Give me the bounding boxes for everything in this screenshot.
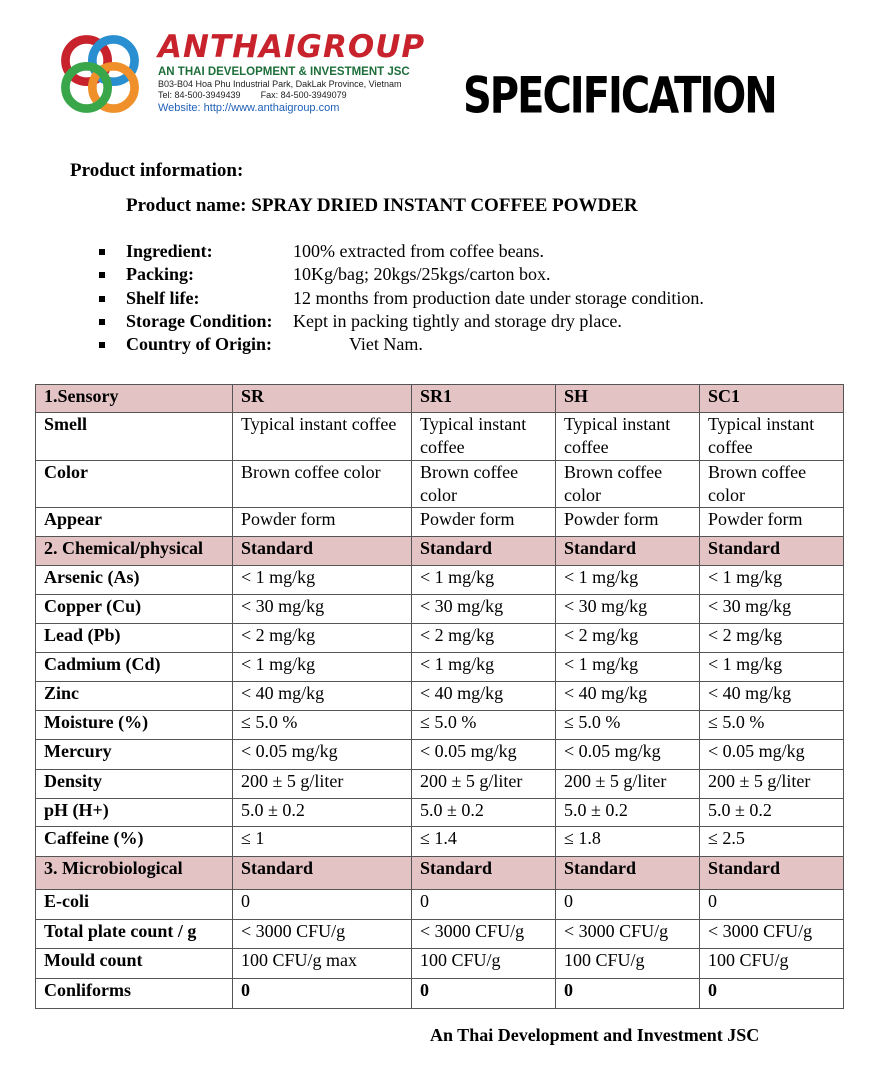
table-cell: < 40 mg/kg <box>412 682 556 711</box>
table-cell: 0 <box>700 890 844 920</box>
table-cell: Standard <box>412 857 556 890</box>
table-cell: < 30 mg/kg <box>700 595 844 624</box>
info-label: Country of Origin: <box>126 334 272 355</box>
table-cell: < 0.05 mg/kg <box>700 740 844 770</box>
table-row <box>36 827 844 857</box>
bullet-icon <box>99 342 105 348</box>
table-row <box>36 979 844 1009</box>
table-cell: ≤ 5.0 % <box>700 711 844 740</box>
table-cell: < 1 mg/kg <box>233 566 412 595</box>
info-value: 12 months from production date under storage condition. <box>293 287 704 308</box>
info-value: Kept in packing tightly and storage dry place. <box>293 310 622 331</box>
table-cell: ≤ 2.5 <box>700 827 844 857</box>
logo-ring-green <box>65 66 107 108</box>
table-cell: Typical instant coffee <box>700 413 844 461</box>
table-cell: < 0.05 mg/kg <box>412 740 556 770</box>
table-row <box>36 711 844 740</box>
table-cell: < 3000 CFU/g <box>556 920 700 949</box>
company-contact <box>158 90 398 101</box>
table-cell: Standard <box>233 537 412 566</box>
table-cell: Moisture (%) <box>36 711 233 740</box>
table-cell: Conliforms <box>36 979 233 1009</box>
company-full-name: AN THAI DEVELOPMENT & INVESTMENT JSC <box>158 66 410 78</box>
table-cell: < 1 mg/kg <box>233 653 412 682</box>
table-cell: Typical instant coffee <box>412 413 556 461</box>
table-cell: < 40 mg/kg <box>556 682 700 711</box>
table-cell: 0 <box>412 979 556 1009</box>
bullet-icon <box>99 296 105 302</box>
table-row <box>36 920 844 949</box>
table-cell: ≤ 1.4 <box>412 827 556 857</box>
bullet-icon <box>99 319 105 325</box>
info-value: 10Kg/bag; 20kgs/25kgs/carton box. <box>293 264 551 285</box>
table-cell: Brown coffee color <box>233 461 412 508</box>
table-cell: Standard <box>700 537 844 566</box>
document-title: SPECIFICATION <box>463 67 776 125</box>
table-cell: < 1 mg/kg <box>556 653 700 682</box>
company-logo <box>52 26 148 122</box>
table-cell: Cadmium (Cd) <box>36 653 233 682</box>
table-cell: Powder form <box>556 508 700 537</box>
table-row <box>36 508 844 537</box>
table-cell: < 3000 CFU/g <box>233 920 412 949</box>
table-cell: Lead (Pb) <box>36 624 233 653</box>
table-cell: Mercury <box>36 740 233 770</box>
table-cell: 100 CFU/g <box>700 949 844 979</box>
table-cell: Copper (Cu) <box>36 595 233 624</box>
product-name-value: SPRAY DRIED INSTANT COFFEE POWDER <box>251 195 638 216</box>
table-cell: < 30 mg/kg <box>556 595 700 624</box>
info-label: Ingredient: <box>126 241 213 261</box>
table-cell: Powder form <box>412 508 556 537</box>
table-cell: 5.0 ± 0.2 <box>233 799 412 827</box>
table-cell: 200 ± 5 g/liter <box>556 770 700 799</box>
table-cell: Smell <box>36 413 233 461</box>
table-cell: 0 <box>556 890 700 920</box>
table-cell: E-coli <box>36 890 233 920</box>
table-row <box>36 770 844 799</box>
table-cell: Typical instant coffee <box>556 413 700 461</box>
table-cell: Standard <box>556 857 700 890</box>
table-cell: 100 CFU/g <box>412 949 556 979</box>
table-cell: < 3000 CFU/g <box>412 920 556 949</box>
table-cell: 2. Chemical/physical <box>36 537 233 566</box>
table-cell: < 2 mg/kg <box>412 624 556 653</box>
table-cell: 5.0 ± 0.2 <box>700 799 844 827</box>
table-cell: ≤ 5.0 % <box>556 711 700 740</box>
table-cell: Standard <box>412 537 556 566</box>
specification-table <box>35 384 844 1009</box>
table-cell: < 3000 CFU/g <box>700 920 844 949</box>
table-cell: ≤ 5.0 % <box>412 711 556 740</box>
table-cell: SC1 <box>700 385 844 413</box>
table-cell: Color <box>36 461 233 508</box>
table-cell: < 1 mg/kg <box>700 566 844 595</box>
company-name: ANTHAIGROUP <box>158 29 426 65</box>
table-cell: < 1 mg/kg <box>700 653 844 682</box>
section-header-chemical <box>36 537 844 566</box>
table-cell: Powder form <box>233 508 412 537</box>
table-cell: < 0.05 mg/kg <box>233 740 412 770</box>
table-cell: < 1 mg/kg <box>412 653 556 682</box>
table-cell: 0 <box>412 890 556 920</box>
table-cell: < 2 mg/kg <box>556 624 700 653</box>
table-cell: SR <box>233 385 412 413</box>
table-cell: < 30 mg/kg <box>233 595 412 624</box>
table-cell: Density <box>36 770 233 799</box>
table-cell: ≤ 5.0 % <box>233 711 412 740</box>
info-value: Viet Nam. <box>349 334 423 355</box>
company-info <box>158 29 426 115</box>
table-cell: 5.0 ± 0.2 <box>412 799 556 827</box>
company-fax: Fax: 84-500-3949079 <box>260 90 347 100</box>
table-cell: SR1 <box>412 385 556 413</box>
table-cell: ≤ 1 <box>233 827 412 857</box>
table-cell: Zinc <box>36 682 233 711</box>
table-cell: Total plate count / g <box>36 920 233 949</box>
table-row <box>36 566 844 595</box>
table-cell: 0 <box>700 979 844 1009</box>
product-name <box>126 195 638 217</box>
table-row <box>36 653 844 682</box>
footer-company: An Thai Development and Investment JSC <box>430 1025 760 1045</box>
section-header-sensory <box>36 385 844 413</box>
table-row <box>36 595 844 624</box>
table-cell: 0 <box>233 890 412 920</box>
company-tel: Tel: 84-500-3949439 <box>158 90 241 100</box>
table-cell: 0 <box>233 979 412 1009</box>
table-cell: 3. Microbiological <box>36 857 233 890</box>
table-cell: < 1 mg/kg <box>556 566 700 595</box>
table-cell: 200 ± 5 g/liter <box>233 770 412 799</box>
table-row <box>36 461 844 508</box>
table-row <box>36 740 844 770</box>
product-info-heading: Product information: <box>70 160 244 181</box>
table-cell: 200 ± 5 g/liter <box>700 770 844 799</box>
table-cell: 200 ± 5 g/liter <box>412 770 556 799</box>
table-cell: < 40 mg/kg <box>233 682 412 711</box>
table-cell: Arsenic (As) <box>36 566 233 595</box>
table-cell: Standard <box>556 537 700 566</box>
table-row <box>36 624 844 653</box>
table-cell: Brown coffee color <box>556 461 700 508</box>
info-label: Shelf life: <box>126 287 200 308</box>
company-website[interactable]: Website: http://www.anthaigroup.com <box>158 102 340 114</box>
table-cell: Powder form <box>700 508 844 537</box>
product-name-label: Product name: <box>126 195 247 216</box>
table-row <box>36 799 844 827</box>
section-header-microbiological <box>36 857 844 890</box>
table-cell: < 2 mg/kg <box>233 624 412 653</box>
table-cell: Caffeine (%) <box>36 827 233 857</box>
table-cell: Brown coffee color <box>412 461 556 508</box>
table-cell: 100 CFU/g <box>556 949 700 979</box>
table-cell: < 2 mg/kg <box>700 624 844 653</box>
table-cell: < 1 mg/kg <box>412 566 556 595</box>
table-cell: 1.Sensory <box>36 385 233 413</box>
bullet-icon <box>99 272 105 278</box>
info-value: 100% extracted from coffee beans. <box>293 241 545 261</box>
table-row <box>36 682 844 711</box>
table-cell: SH <box>556 385 700 413</box>
info-label: Storage Condition: <box>126 310 273 331</box>
table-row <box>36 413 844 461</box>
table-cell: 5.0 ± 0.2 <box>556 799 700 827</box>
table-cell: < 0.05 mg/kg <box>556 740 700 770</box>
info-label: Packing: <box>126 264 195 285</box>
table-cell: Typical instant coffee <box>233 413 412 461</box>
table-cell: Mould count <box>36 949 233 979</box>
table-cell: 0 <box>556 979 700 1009</box>
table-cell: Standard <box>233 857 412 890</box>
table-cell: < 30 mg/kg <box>412 595 556 624</box>
table-cell: pH (H+) <box>36 799 233 827</box>
table-cell: ≤ 1.8 <box>556 827 700 857</box>
table-row <box>36 949 844 979</box>
table-cell: Appear <box>36 508 233 537</box>
company-address: B03-B04 Hoa Phu Industrial Park, DakLak Province, Vietnam <box>158 79 402 89</box>
table-cell: Brown coffee color <box>700 461 844 508</box>
table-cell: < 40 mg/kg <box>700 682 844 711</box>
table-row <box>36 890 844 920</box>
table-cell: 100 CFU/g max <box>233 949 412 979</box>
table-cell: Standard <box>700 857 844 890</box>
bullet-icon <box>99 249 105 255</box>
